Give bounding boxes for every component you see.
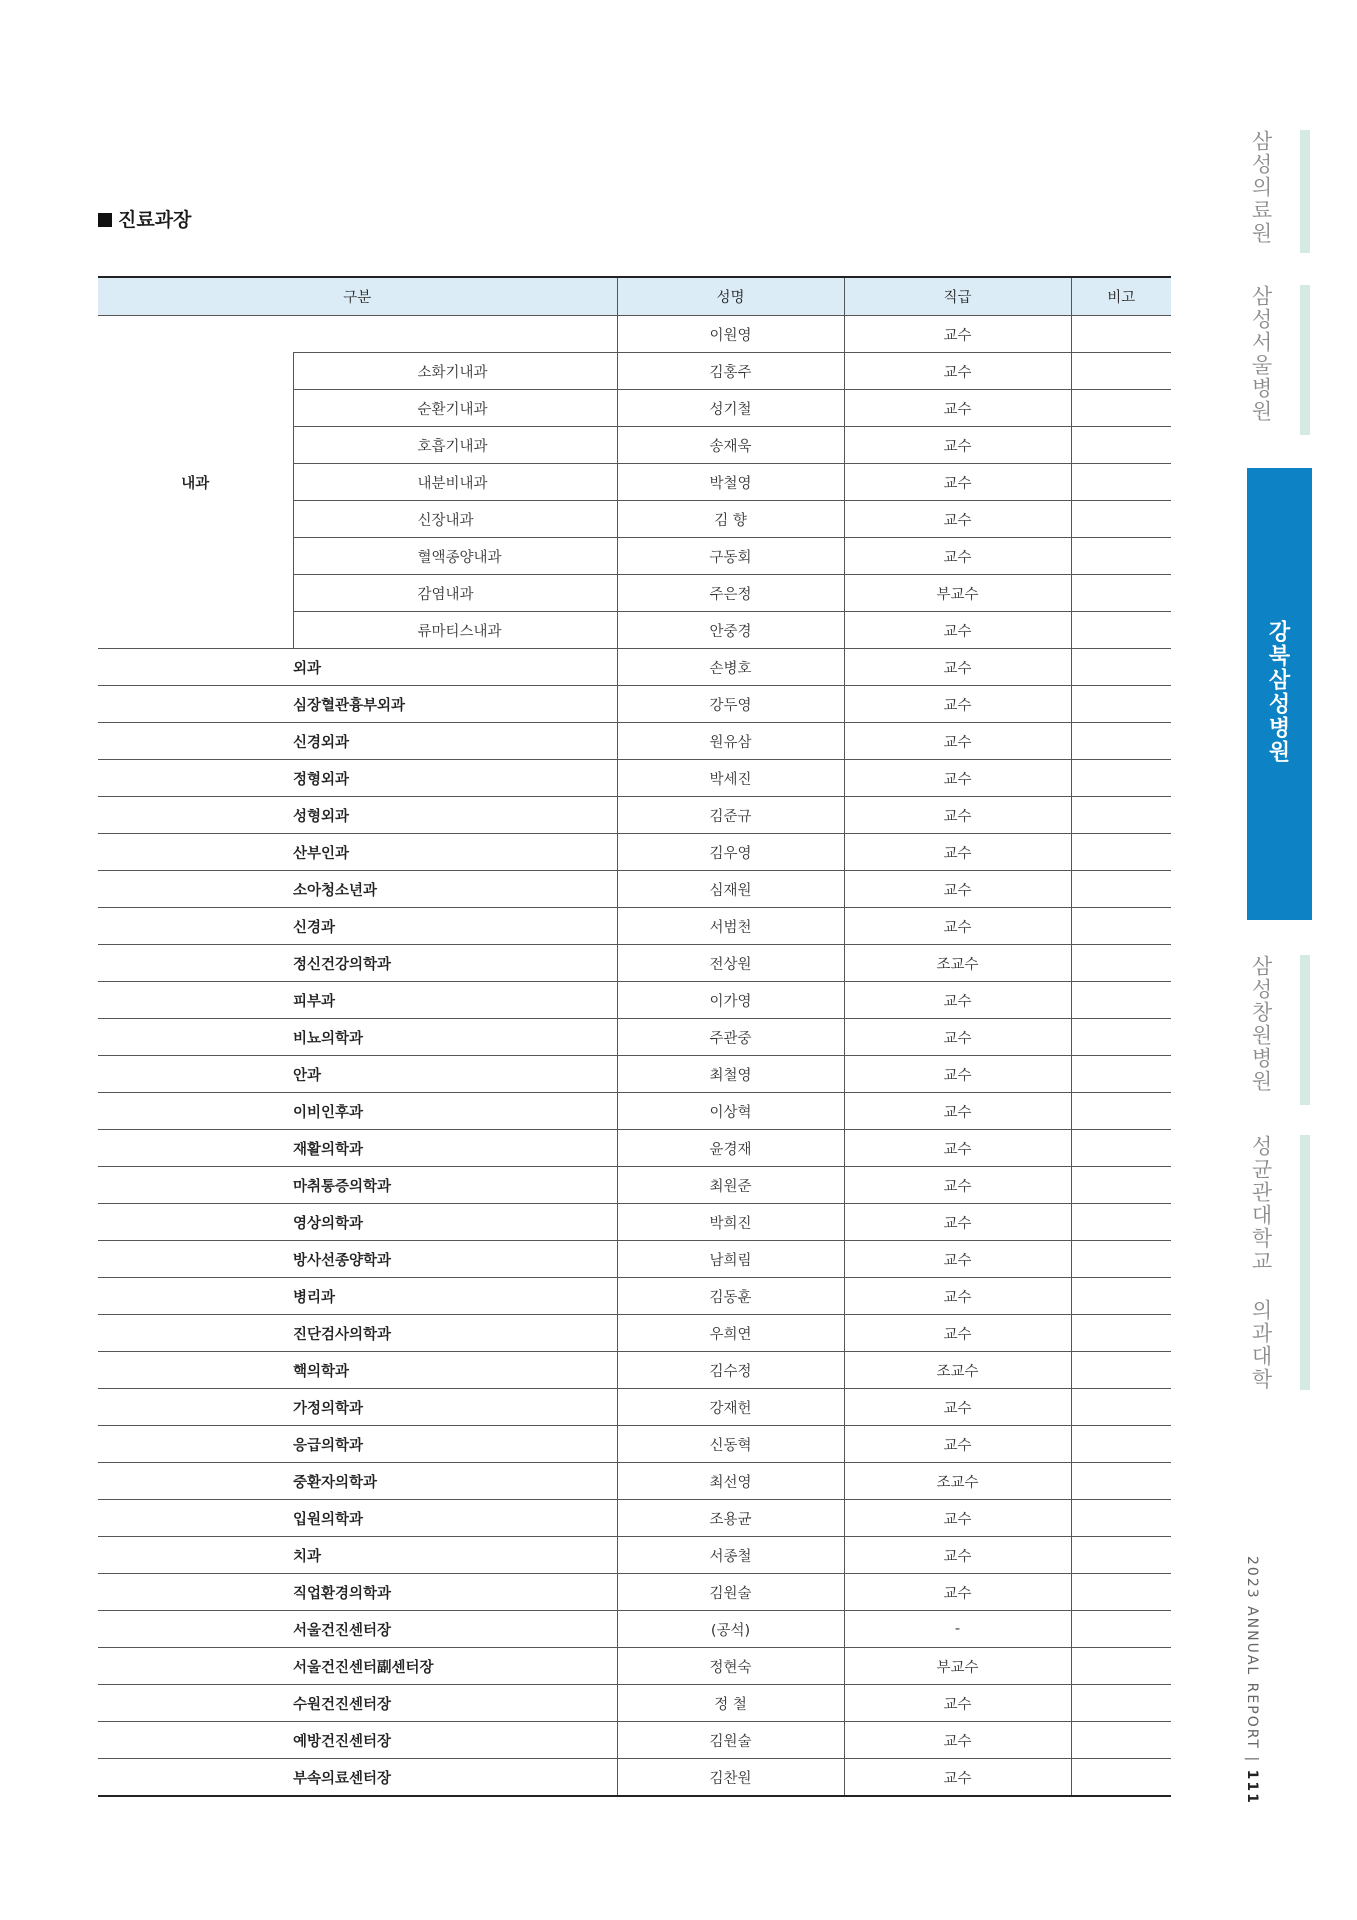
dept-cell: 중환자의학과 (98, 1463, 617, 1500)
name-cell: 성기철 (617, 390, 844, 427)
side-tab-bar (1300, 955, 1310, 1105)
dept-cell: 이비인후과 (98, 1093, 617, 1130)
name-cell: 남희림 (617, 1241, 844, 1278)
remarks-cell (1071, 723, 1171, 760)
dept-cell: 외과 (98, 649, 617, 686)
rank-cell: 조교수 (844, 1352, 1071, 1389)
table-row (98, 1352, 1171, 1389)
rank-cell: 교수 (844, 538, 1071, 575)
header-remarks: 비고 (1071, 277, 1171, 316)
rank-cell: 교수 (844, 723, 1071, 760)
side-tab-kangbuk-samsung[interactable]: 강북삼성병원 (1265, 620, 1290, 764)
annual-report-footer: 2023 ANNUAL REPORT | 111 (1244, 1556, 1260, 1805)
dept-cell: 가정의학과 (98, 1389, 617, 1426)
rank-cell: 교수 (844, 982, 1071, 1019)
name-cell: 김수정 (617, 1352, 844, 1389)
rank-cell: 교수 (844, 1093, 1071, 1130)
dept-cell: 응급의학과 (98, 1426, 617, 1463)
rank-cell: 교수 (844, 1241, 1071, 1278)
side-tab-bar (1300, 1135, 1310, 1390)
group-internal-medicine: 내과 (98, 316, 293, 649)
remarks-cell (1071, 834, 1171, 871)
sub-dept-cell: 내분비내과 (293, 464, 617, 501)
remarks-cell (1071, 1611, 1171, 1648)
name-cell: 주은정 (617, 575, 844, 612)
table-row (98, 316, 1171, 353)
dept-cell: 피부과 (98, 982, 617, 1019)
rank-cell: 교수 (844, 871, 1071, 908)
dept-cell: 직업환경의학과 (98, 1574, 617, 1611)
table-row (98, 1167, 1171, 1204)
dept-cell: 안과 (98, 1056, 617, 1093)
header-rank: 직급 (844, 277, 1071, 316)
name-cell: 윤경재 (617, 1130, 844, 1167)
rank-cell: 교수 (844, 612, 1071, 649)
table-row (98, 649, 1171, 686)
remarks-cell (1071, 501, 1171, 538)
dept-cell: 병리과 (98, 1278, 617, 1315)
name-cell: 김 향 (617, 501, 844, 538)
rank-cell: 교수 (844, 427, 1071, 464)
table-row (98, 797, 1171, 834)
remarks-cell (1071, 427, 1171, 464)
rank-cell: 교수 (844, 390, 1071, 427)
dept-cell: 성형외과 (98, 797, 617, 834)
remarks-cell (1071, 1056, 1171, 1093)
remarks-cell (1071, 1167, 1171, 1204)
remarks-cell (1071, 1204, 1171, 1241)
rank-cell: 교수 (844, 1278, 1071, 1315)
rank-cell: 교수 (844, 1130, 1071, 1167)
dept-cell: 진단검사의학과 (98, 1315, 617, 1352)
rank-cell: 교수 (844, 760, 1071, 797)
remarks-cell (1071, 686, 1171, 723)
table-row (98, 1648, 1171, 1685)
name-cell: 서범천 (617, 908, 844, 945)
rank-cell: 교수 (844, 1056, 1071, 1093)
table-row (98, 1722, 1171, 1759)
rank-cell: 부교수 (844, 575, 1071, 612)
dept-cell: 정신건강의학과 (98, 945, 617, 982)
remarks-cell (1071, 1278, 1171, 1315)
name-cell: 손병호 (617, 649, 844, 686)
table-row (98, 834, 1171, 871)
side-tab-samsung-medical[interactable]: 삼성의료원 (1249, 130, 1273, 245)
rank-cell: 교수 (844, 353, 1071, 390)
table-row (98, 1500, 1171, 1537)
table-row (98, 1389, 1171, 1426)
name-cell: 김원술 (617, 1574, 844, 1611)
name-cell: 김우영 (617, 834, 844, 871)
remarks-cell (1071, 1130, 1171, 1167)
group-head-dept (293, 316, 617, 353)
table-row (98, 1574, 1171, 1611)
table-row (98, 760, 1171, 797)
dept-cell: 신경외과 (98, 723, 617, 760)
rank-cell: 교수 (844, 908, 1071, 945)
rank-cell: - (844, 1611, 1071, 1648)
rank-cell: 교수 (844, 1426, 1071, 1463)
name-cell: 서종철 (617, 1537, 844, 1574)
dept-cell: 영상의학과 (98, 1204, 617, 1241)
table-row (98, 1204, 1171, 1241)
rank-cell: 교수 (844, 1167, 1071, 1204)
remarks-cell (1071, 871, 1171, 908)
table-row (98, 945, 1171, 982)
remarks-cell (1071, 1463, 1171, 1500)
name-cell: 심재원 (617, 871, 844, 908)
dept-cell: 입원의학과 (98, 1500, 617, 1537)
table-row (98, 1315, 1171, 1352)
rank-cell: 교수 (844, 1537, 1071, 1574)
name-cell: 김동훈 (617, 1278, 844, 1315)
name-cell: 김홍주 (617, 353, 844, 390)
remarks-cell (1071, 1500, 1171, 1537)
remarks-cell (1071, 1574, 1171, 1611)
rank-cell: 교수 (844, 1500, 1071, 1537)
rank-cell: 교수 (844, 501, 1071, 538)
remarks-cell (1071, 945, 1171, 982)
remarks-cell (1071, 760, 1171, 797)
remarks-cell (1071, 1648, 1171, 1685)
name-cell: (공석) (617, 1611, 844, 1648)
rank-cell: 교수 (844, 797, 1071, 834)
table-row (98, 1019, 1171, 1056)
remarks-cell (1071, 316, 1171, 353)
remarks-cell (1071, 1352, 1171, 1389)
rank-cell: 교수 (844, 1574, 1071, 1611)
group-head-rank: 교수 (844, 316, 1071, 353)
dept-cell: 서울건진센터副센터장 (98, 1648, 617, 1685)
side-tab-samsung-changwon[interactable]: 삼성창원병원 (1249, 955, 1273, 1093)
table-row (98, 1759, 1171, 1797)
name-cell: 이가영 (617, 982, 844, 1019)
name-cell: 안중경 (617, 612, 844, 649)
page-number: 111 (1244, 1769, 1260, 1805)
name-cell: 최원준 (617, 1167, 844, 1204)
section-title: 진료과장 (98, 205, 191, 232)
name-cell: 정현숙 (617, 1648, 844, 1685)
dept-cell: 비뇨의학과 (98, 1019, 617, 1056)
table-row (98, 1426, 1171, 1463)
rank-cell: 교수 (844, 1759, 1071, 1797)
table-row (98, 1463, 1171, 1500)
rank-cell: 교수 (844, 1722, 1071, 1759)
remarks-cell (1071, 612, 1171, 649)
name-cell: 이상혁 (617, 1093, 844, 1130)
table-row (98, 1611, 1171, 1648)
square-bullet-icon (98, 213, 112, 227)
remarks-cell (1071, 797, 1171, 834)
name-cell: 김준규 (617, 797, 844, 834)
rank-cell: 교수 (844, 1685, 1071, 1722)
remarks-cell (1071, 353, 1171, 390)
department-heads-table (98, 276, 1171, 1797)
remarks-cell (1071, 1389, 1171, 1426)
remarks-cell (1071, 390, 1171, 427)
dept-cell: 정형외과 (98, 760, 617, 797)
table-row (98, 1093, 1171, 1130)
rank-cell: 교수 (844, 1019, 1071, 1056)
rank-cell: 교수 (844, 649, 1071, 686)
header-category: 구분 (98, 277, 617, 316)
rank-cell: 조교수 (844, 945, 1071, 982)
name-cell: 신동혁 (617, 1426, 844, 1463)
header-name: 성명 (617, 277, 844, 316)
table-row (98, 982, 1171, 1019)
sub-dept-cell: 순환기내과 (293, 390, 617, 427)
name-cell: 전상원 (617, 945, 844, 982)
table-row (98, 1685, 1171, 1722)
sub-dept-cell: 류마티스내과 (293, 612, 617, 649)
remarks-cell (1071, 575, 1171, 612)
group-head-name: 이원영 (617, 316, 844, 353)
dept-cell: 핵의학과 (98, 1352, 617, 1389)
remarks-cell (1071, 1722, 1171, 1759)
name-cell: 김찬원 (617, 1759, 844, 1797)
sub-dept-cell: 소화기내과 (293, 353, 617, 390)
table-row (98, 686, 1171, 723)
remarks-cell (1071, 908, 1171, 945)
dept-cell: 산부인과 (98, 834, 617, 871)
remarks-cell (1071, 464, 1171, 501)
remarks-cell (1071, 1685, 1171, 1722)
sub-dept-cell: 호흡기내과 (293, 427, 617, 464)
side-tab-samsung-seoul[interactable]: 삼성서울병원 (1249, 285, 1273, 423)
remarks-cell (1071, 1759, 1171, 1797)
table-row (98, 1056, 1171, 1093)
side-tab-bar (1300, 130, 1310, 253)
remarks-cell (1071, 1241, 1171, 1278)
name-cell: 강재헌 (617, 1389, 844, 1426)
table-row (98, 908, 1171, 945)
rank-cell: 교수 (844, 1204, 1071, 1241)
dept-cell: 소아청소년과 (98, 871, 617, 908)
name-cell: 정 철 (617, 1685, 844, 1722)
remarks-cell (1071, 1537, 1171, 1574)
name-cell: 박철영 (617, 464, 844, 501)
table-row (98, 723, 1171, 760)
dept-cell: 심장혈관흉부외과 (98, 686, 617, 723)
remarks-cell (1071, 1426, 1171, 1463)
dept-cell: 예방건진센터장 (98, 1722, 617, 1759)
dept-cell: 방사선종양학과 (98, 1241, 617, 1278)
table-row (98, 1537, 1171, 1574)
rank-cell: 교수 (844, 834, 1071, 871)
rank-cell: 교수 (844, 686, 1071, 723)
name-cell: 최선영 (617, 1463, 844, 1500)
sub-dept-cell: 감염내과 (293, 575, 617, 612)
remarks-cell (1071, 538, 1171, 575)
side-tab-skku-medicine[interactable]: 성균관대학교 의과대학 (1249, 1135, 1273, 1391)
dept-cell: 서울건진센터장 (98, 1611, 617, 1648)
dept-cell: 수원건진센터장 (98, 1685, 617, 1722)
sub-dept-cell: 혈액종양내과 (293, 538, 617, 575)
name-cell: 김원술 (617, 1722, 844, 1759)
sub-dept-cell: 신장내과 (293, 501, 617, 538)
dept-cell: 신경과 (98, 908, 617, 945)
rank-cell: 부교수 (844, 1648, 1071, 1685)
name-cell: 박희진 (617, 1204, 844, 1241)
name-cell: 최철영 (617, 1056, 844, 1093)
side-tab-bar (1300, 285, 1310, 435)
rank-cell: 조교수 (844, 1463, 1071, 1500)
remarks-cell (1071, 649, 1171, 686)
rank-cell: 교수 (844, 464, 1071, 501)
dept-cell: 치과 (98, 1537, 617, 1574)
table-row (98, 1278, 1171, 1315)
table-row (98, 871, 1171, 908)
table-row (98, 1130, 1171, 1167)
table-row (98, 1241, 1171, 1278)
name-cell: 우희연 (617, 1315, 844, 1352)
rank-cell: 교수 (844, 1389, 1071, 1426)
dept-cell: 재활의학과 (98, 1130, 617, 1167)
remarks-cell (1071, 1019, 1171, 1056)
remarks-cell (1071, 1093, 1171, 1130)
remarks-cell (1071, 1315, 1171, 1352)
remarks-cell (1071, 982, 1171, 1019)
name-cell: 구동회 (617, 538, 844, 575)
name-cell: 주관중 (617, 1019, 844, 1056)
name-cell: 박세진 (617, 760, 844, 797)
name-cell: 조용균 (617, 1500, 844, 1537)
name-cell: 송재욱 (617, 427, 844, 464)
dept-cell: 마취통증의학과 (98, 1167, 617, 1204)
rank-cell: 교수 (844, 1315, 1071, 1352)
name-cell: 강두영 (617, 686, 844, 723)
dept-cell: 부속의료센터장 (98, 1759, 617, 1797)
name-cell: 원유삼 (617, 723, 844, 760)
